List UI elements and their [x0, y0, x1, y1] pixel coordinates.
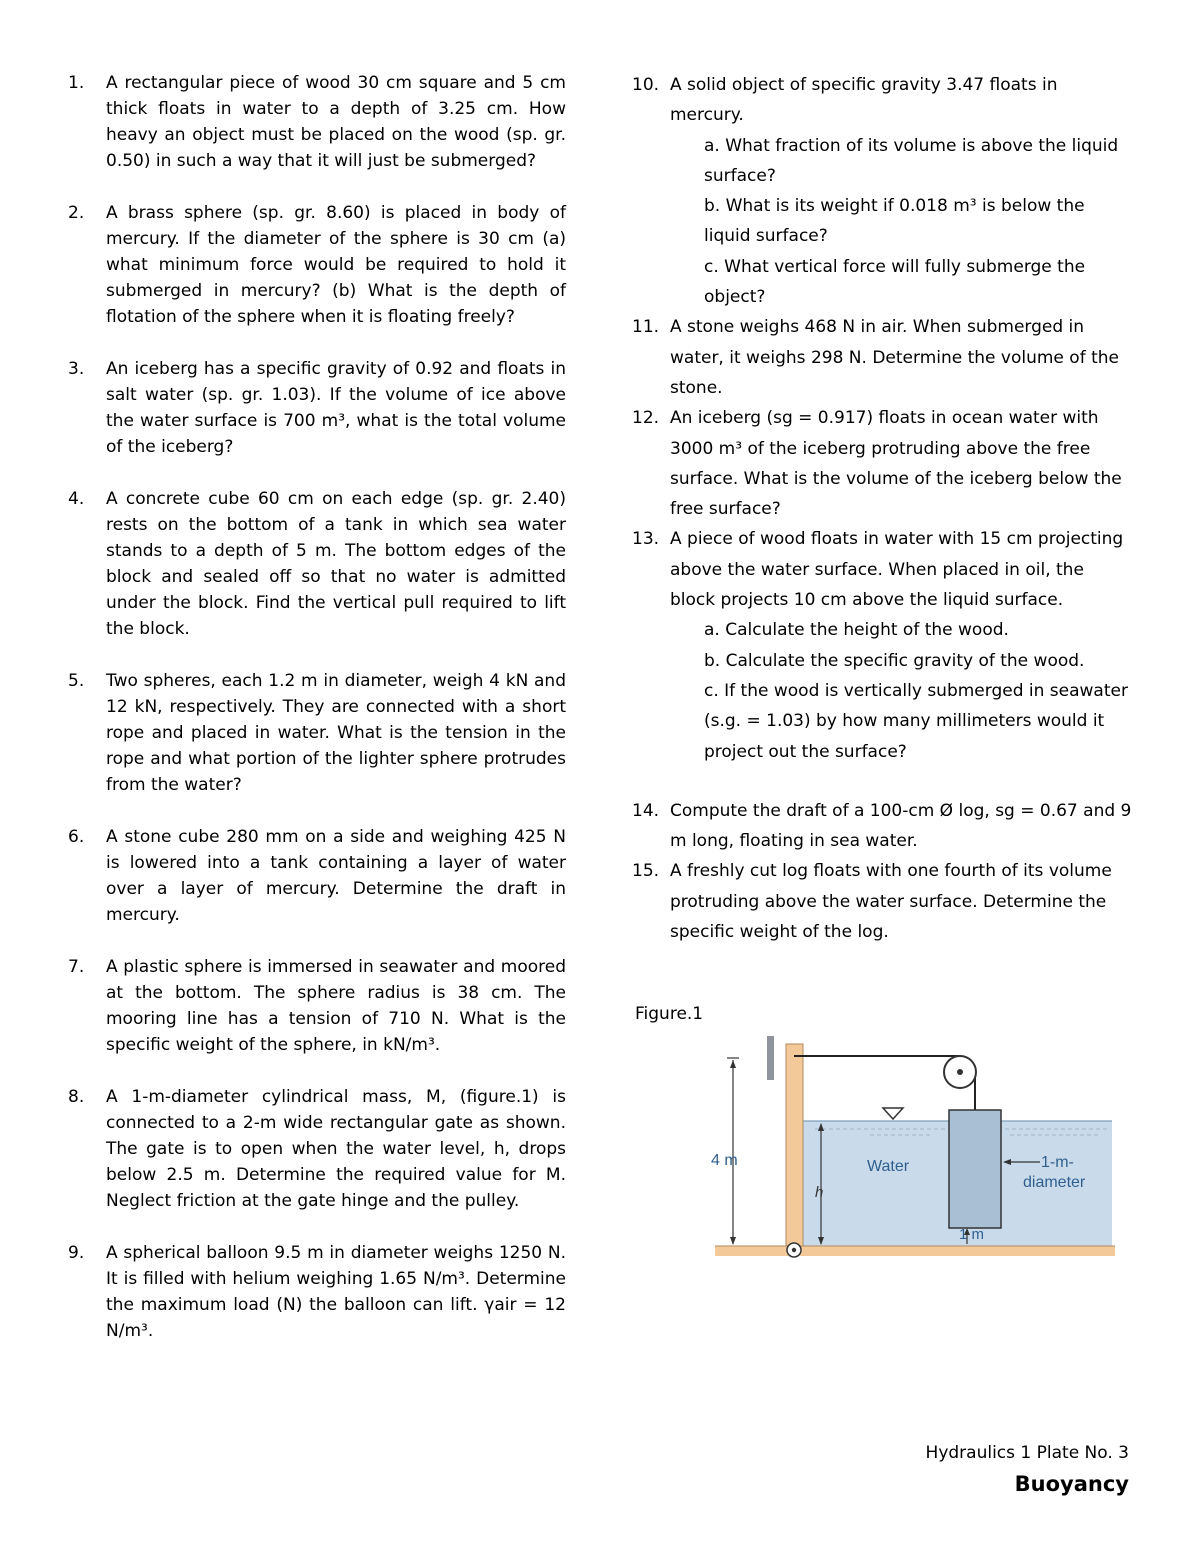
problem-text: A freshly cut log floats with one fourth of its volume protruding above the water surface. Determine the specific weight of the log. — [670, 861, 1112, 943]
problem-text: A rectangular piece of wood 30 cm square and 5 cm thick floats in water to a depth of 3.25 cm. How heavy an object must be placed on the wood (sp. gr. 0.50) in such a way that it will just be submerged? — [106, 73, 566, 171]
problem-14 — [632, 796, 1132, 857]
problem-text: A solid object of specific gravity 3.47 floats in mercury. — [670, 75, 1058, 126]
sub-question: c. What vertical force will fully submerge the object? — [704, 256, 1086, 308]
problem-1 — [68, 70, 566, 174]
one-m-label: 1 m — [959, 1226, 985, 1243]
problem-number: 6. — [68, 827, 85, 847]
problem-text: A piece of wood floats in water with 15 cm projecting above the water surface. When placed in oil, the block projects 10 cm above the liquid surface. — [670, 529, 1124, 611]
problem-6 — [68, 824, 566, 928]
sub-question: a. What fraction of its volume is above the liquid surface? — [704, 135, 1119, 186]
problem-12 — [632, 403, 1132, 524]
sub-question: b. What is its weight if 0.018 m³ is below the liquid surface? — [704, 196, 1085, 247]
arrow-up-icon — [730, 1060, 736, 1068]
arrow-down-icon — [730, 1237, 736, 1245]
problem-8 — [68, 1084, 566, 1214]
problem-3 — [68, 356, 566, 460]
problem-number: 13. — [632, 529, 660, 550]
plate-topic: Buoyancy — [1014, 1472, 1129, 1496]
problem-text: A 1-m-diameter cylindrical mass, M, (figure.1) is connected to a 2-m wide rectangular gate as shown. The gate is to open when the water level, h, drops below 2.5 m. Determine the required value for M. Neglect friction at the gate hinge and the pulley. — [106, 1087, 566, 1211]
problem-number: 9. — [68, 1243, 85, 1263]
problem-number: 5. — [68, 671, 85, 691]
problem-text: An iceberg (sg = 0.917) floats in ocean water with 3000 m³ of the iceberg protruding above the free surface. What is the volume of the iceberg below the free surface? — [670, 408, 1122, 520]
problem-9 — [68, 1240, 566, 1344]
problem-number: 2. — [68, 203, 85, 223]
problem-10 — [632, 70, 1132, 312]
gate-hinge-pin — [792, 1248, 796, 1252]
problem-text: A plastic sphere is immersed in seawater and moored at the bottom. The sphere radius is 38 cm. The mooring line has a tension of 710 N. What is the specific weight of the sphere, in kN/m³. — [106, 957, 566, 1055]
diameter-label-line1: 1-m- — [1041, 1154, 1074, 1171]
ground — [715, 1246, 1115, 1256]
left-column — [68, 70, 566, 1370]
problem-text: A stone cube 280 mm on a side and weighing 425 N is lowered into a tank containing a layer of water over a layer of mercury. Determine the draft in mercury. — [106, 827, 566, 925]
problem-number: 7. — [68, 957, 85, 977]
pulley-axle — [957, 1069, 963, 1075]
problem-number: 14. — [632, 800, 660, 821]
h-label: h — [815, 1184, 824, 1201]
problem-text: A concrete cube 60 cm on each edge (sp. gr. 2.40) rests on the bottom of a tank in which sea water stands to a depth of 5 m. The bottom edges of the block and sealed off so that no water is admitted under the block. Find the vertical pull required to lift the block. — [106, 489, 566, 639]
sub-question-list — [670, 131, 1132, 313]
problem-text: A spherical balloon 9.5 m in diameter weighs 1250 N. It is filled with helium weighing 1.65 N/m³. Determine the maximum load (N) the balloon can lift. γair = 12 N/m³. — [106, 1243, 566, 1341]
problem-text: A stone weighs 468 N in air. When submerged in water, it weighs 298 N. Determine the volume of the stone. — [670, 317, 1119, 398]
problem-number: 1. — [68, 73, 85, 93]
problem-number: 11. — [632, 317, 660, 338]
right-column — [632, 70, 1132, 947]
gate — [786, 1044, 803, 1246]
height-label: 4 m — [711, 1152, 738, 1169]
problem-number: 4. — [68, 489, 85, 509]
plate-title: Hydraulics 1 Plate No. 3 — [925, 1443, 1129, 1463]
free-surface-triangle-icon — [883, 1108, 903, 1119]
water-label: Water — [867, 1158, 910, 1175]
sub-question: b. Calculate the specific gravity of the wood. — [704, 650, 1085, 671]
problem-7 — [68, 954, 566, 1058]
figure-caption: Figure.1 — [635, 1004, 704, 1024]
figure-1-diagram — [705, 1028, 1125, 1278]
problem-number: 15. — [632, 861, 660, 882]
problem-2 — [68, 200, 566, 330]
problem-5 — [68, 668, 566, 798]
problem-number: 3. — [68, 359, 85, 379]
problem-13 — [632, 524, 1132, 766]
problem-text: Compute the draft of a 100-cm Ø log, sg = 0.67 and 9 m long, floating in sea water. — [670, 800, 1132, 852]
problem-text: Two spheres, each 1.2 m in diameter, weigh 4 kN and 12 kN, respectively. They are connected with a short rope and placed in water. What is the tension in the rope and what portion of the lighter sphere protrudes from the water? — [106, 671, 566, 795]
problem-text: An iceberg has a specific gravity of 0.92 and floats in salt water (sp. gr. 1.03). If the volume of ice above the water surface is 700 m³, what is the total volume of the iceberg? — [106, 359, 566, 457]
problem-number: 8. — [68, 1087, 85, 1107]
sub-question: c. If the wood is vertically submerged in seawater (s.g. = 1.03) by how many millimeters would it project out the surface? — [704, 680, 1128, 762]
problem-11 — [632, 312, 1132, 403]
problem-number: 12. — [632, 408, 660, 429]
wall-support — [767, 1036, 774, 1080]
problem-text: A brass sphere (sp. gr. 8.60) is placed in body of mercury. If the diameter of the sphere is 30 cm (a) what minimum force would be required to hold it submerged in mercury? (b) What is the depth of flotation of the sphere when it is floating freely? — [106, 203, 566, 327]
sub-question-list — [670, 615, 1132, 766]
cylinder-mass — [949, 1110, 1001, 1228]
diameter-label-line2: diameter — [1023, 1174, 1086, 1191]
problem-15 — [632, 856, 1132, 947]
sub-question: a. Calculate the height of the wood. — [704, 620, 1009, 641]
problem-4 — [68, 486, 566, 642]
problem-number: 10. — [632, 75, 660, 95]
